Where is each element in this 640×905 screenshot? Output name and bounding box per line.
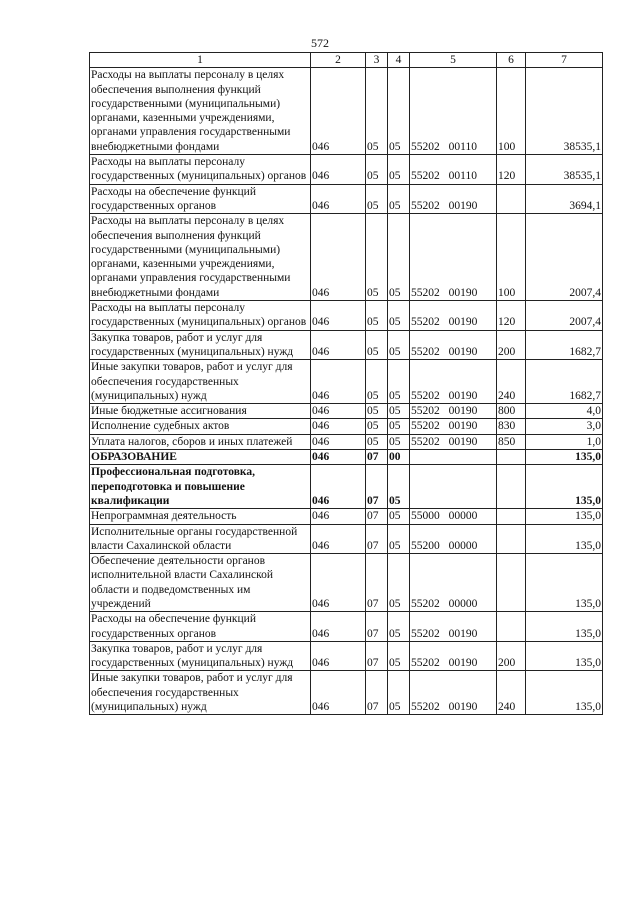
cell-subsection: 05 — [388, 612, 410, 642]
cell-subsection: 05 — [388, 419, 410, 434]
table-row — [90, 214, 603, 301]
cell-target-article: 55202 00190 — [410, 419, 497, 434]
cell-expense-type: 200 — [497, 330, 526, 360]
cell-expense-type — [497, 612, 526, 642]
table-row — [90, 404, 603, 419]
cell-name: ОБРАЗОВАНИЕ — [90, 450, 311, 465]
cell-ministry-code: 046 — [311, 301, 366, 331]
cell-ministry-code: 046 — [311, 465, 366, 509]
table-row — [90, 554, 603, 612]
cell-subsection: 05 — [388, 554, 410, 612]
cell-amount: 135,0 — [526, 524, 603, 554]
cell-expense-type: 200 — [497, 641, 526, 671]
cell-subsection: 05 — [388, 404, 410, 419]
cell-section: 07 — [366, 509, 388, 524]
table-row — [90, 301, 603, 331]
cell-expense-type — [497, 465, 526, 509]
table-row — [90, 524, 603, 554]
cell-amount: 38535,1 — [526, 155, 603, 185]
cell-section: 07 — [366, 671, 388, 715]
cell-name: Закупка товаров, работ и услуг для государственных (муниципальных) нужд — [90, 330, 311, 360]
table-row — [90, 360, 603, 404]
cell-target-article: 55200 00000 — [410, 524, 497, 554]
cell-target-article: 55202 00190 — [410, 612, 497, 642]
cell-subsection: 05 — [388, 184, 410, 214]
cell-amount: 38535,1 — [526, 68, 603, 155]
cell-name: Непрограммная деятельность — [90, 509, 311, 524]
cell-expense-type: 800 — [497, 404, 526, 419]
cell-amount: 3694,1 — [526, 184, 603, 214]
table-row — [90, 509, 603, 524]
cell-target-article: 55202 00190 — [410, 184, 497, 214]
cell-section: 05 — [366, 184, 388, 214]
cell-expense-type: 100 — [497, 214, 526, 301]
cell-target-article — [410, 450, 497, 465]
column-header-2: 2 — [311, 53, 366, 68]
cell-target-article: 55202 00190 — [410, 330, 497, 360]
cell-section: 05 — [366, 214, 388, 301]
cell-ministry-code: 046 — [311, 155, 366, 185]
table-row — [90, 465, 603, 509]
cell-name: Уплата налогов, сборов и иных платежей — [90, 434, 311, 449]
column-header-5: 5 — [410, 53, 497, 68]
cell-target-article: 55202 00190 — [410, 671, 497, 715]
cell-subsection: 05 — [388, 509, 410, 524]
cell-ministry-code: 046 — [311, 509, 366, 524]
cell-subsection: 05 — [388, 214, 410, 301]
cell-section: 05 — [366, 419, 388, 434]
cell-ministry-code: 046 — [311, 524, 366, 554]
cell-name: Исполнение судебных актов — [90, 419, 311, 434]
table-row — [90, 155, 603, 185]
cell-subsection: 05 — [388, 360, 410, 404]
cell-name: Иные закупки товаров, работ и услуг для обеспечения государственных (муниципальных) нужд — [90, 360, 311, 404]
table-row — [90, 671, 603, 715]
table-row — [90, 68, 603, 155]
cell-subsection: 05 — [388, 465, 410, 509]
column-header-6: 6 — [497, 53, 526, 68]
cell-expense-type — [497, 524, 526, 554]
table-row — [90, 434, 603, 449]
column-header-3: 3 — [366, 53, 388, 68]
cell-section: 05 — [366, 301, 388, 331]
cell-amount: 135,0 — [526, 641, 603, 671]
column-header-1: 1 — [90, 53, 311, 68]
cell-ministry-code: 046 — [311, 612, 366, 642]
cell-amount: 135,0 — [526, 465, 603, 509]
cell-amount: 135,0 — [526, 450, 603, 465]
cell-target-article: 55202 00190 — [410, 641, 497, 671]
cell-expense-type: 120 — [497, 301, 526, 331]
cell-section: 07 — [366, 524, 388, 554]
cell-amount: 135,0 — [526, 509, 603, 524]
cell-name: Расходы на обеспечение функций государственных органов — [90, 612, 311, 642]
cell-name: Расходы на выплаты персоналу государственных (муниципальных) органов — [90, 155, 311, 185]
cell-section: 05 — [366, 330, 388, 360]
cell-expense-type: 830 — [497, 419, 526, 434]
cell-amount: 1682,7 — [526, 330, 603, 360]
cell-name: Расходы на выплаты персоналу в целях обеспечения выполнения функций государственными (муниципальными) органами, казенными учреждениями, органами управления государственными внебюджетными фондами — [90, 68, 311, 155]
cell-section: 07 — [366, 554, 388, 612]
cell-subsection: 05 — [388, 434, 410, 449]
cell-name: Расходы на выплаты персоналу в целях обеспечения выполнения функций государственными (муниципальными) органами, казенными учреждениями, органами управления государственными внебюджетными фондами — [90, 214, 311, 301]
cell-target-article: 55202 00110 — [410, 155, 497, 185]
table-row — [90, 330, 603, 360]
cell-amount: 2007,4 — [526, 214, 603, 301]
cell-amount: 1682,7 — [526, 360, 603, 404]
cell-target-article: 55202 00190 — [410, 404, 497, 419]
cell-subsection: 05 — [388, 641, 410, 671]
cell-target-article: 55202 00190 — [410, 434, 497, 449]
cell-ministry-code: 046 — [311, 404, 366, 419]
cell-expense-type: 100 — [497, 68, 526, 155]
table-row — [90, 641, 603, 671]
cell-subsection: 05 — [388, 155, 410, 185]
cell-subsection: 05 — [388, 68, 410, 155]
cell-ministry-code: 046 — [311, 419, 366, 434]
cell-section: 05 — [366, 155, 388, 185]
cell-name: Расходы на выплаты персоналу государственных (муниципальных) органов — [90, 301, 311, 331]
cell-target-article: 55202 00190 — [410, 214, 497, 301]
cell-ministry-code: 046 — [311, 641, 366, 671]
cell-amount: 135,0 — [526, 612, 603, 642]
cell-expense-type: 120 — [497, 155, 526, 185]
cell-target-article: 55202 00190 — [410, 360, 497, 404]
cell-ministry-code: 046 — [311, 434, 366, 449]
cell-name: Исполнительные органы государственной власти Сахалинской области — [90, 524, 311, 554]
cell-section: 07 — [366, 450, 388, 465]
table-row — [90, 419, 603, 434]
cell-expense-type: 850 — [497, 434, 526, 449]
cell-ministry-code: 046 — [311, 450, 366, 465]
cell-amount: 135,0 — [526, 554, 603, 612]
cell-name: Иные бюджетные ассигнования — [90, 404, 311, 419]
budget-table — [89, 52, 603, 715]
cell-ministry-code: 046 — [311, 184, 366, 214]
cell-target-article: 55202 00110 — [410, 68, 497, 155]
cell-ministry-code: 046 — [311, 214, 366, 301]
column-header-7: 7 — [526, 53, 603, 68]
cell-name: Иные закупки товаров, работ и услуг для обеспечения государственных (муниципальных) нужд — [90, 671, 311, 715]
cell-target-article: 55202 00000 — [410, 554, 497, 612]
cell-name: Закупка товаров, работ и услуг для государственных (муниципальных) нужд — [90, 641, 311, 671]
cell-section: 05 — [366, 360, 388, 404]
cell-section: 07 — [366, 641, 388, 671]
cell-expense-type — [497, 509, 526, 524]
cell-subsection: 05 — [388, 330, 410, 360]
cell-name: Обеспечение деятельности органов исполнительной власти Сахалинской области и подведомственных им учреждений — [90, 554, 311, 612]
cell-name: Профессиональная подготовка, переподготовка и повышение квалификации — [90, 465, 311, 509]
cell-subsection: 05 — [388, 671, 410, 715]
cell-target-article: 55000 00000 — [410, 509, 497, 524]
cell-subsection: 00 — [388, 450, 410, 465]
cell-ministry-code: 046 — [311, 671, 366, 715]
cell-ministry-code: 046 — [311, 554, 366, 612]
cell-ministry-code: 046 — [311, 68, 366, 155]
cell-amount: 2007,4 — [526, 301, 603, 331]
table-row — [90, 184, 603, 214]
cell-expense-type: 240 — [497, 671, 526, 715]
cell-expense-type — [497, 184, 526, 214]
cell-section: 07 — [366, 612, 388, 642]
cell-ministry-code: 046 — [311, 360, 366, 404]
cell-amount: 135,0 — [526, 671, 603, 715]
table-header-row — [90, 53, 603, 68]
cell-target-article: 55202 00190 — [410, 301, 497, 331]
cell-expense-type — [497, 450, 526, 465]
cell-subsection: 05 — [388, 524, 410, 554]
cell-amount: 4,0 — [526, 404, 603, 419]
cell-ministry-code: 046 — [311, 330, 366, 360]
cell-section: 05 — [366, 68, 388, 155]
cell-expense-type: 240 — [497, 360, 526, 404]
table-row — [90, 450, 603, 465]
cell-expense-type — [497, 554, 526, 612]
cell-target-article — [410, 465, 497, 509]
column-header-4: 4 — [388, 53, 410, 68]
page-number: 572 — [311, 36, 329, 50]
cell-amount: 3,0 — [526, 419, 603, 434]
cell-amount: 1,0 — [526, 434, 603, 449]
cell-section: 05 — [366, 404, 388, 419]
cell-section: 07 — [366, 465, 388, 509]
cell-section: 05 — [366, 434, 388, 449]
table-body — [90, 68, 603, 715]
cell-name: Расходы на обеспечение функций государственных органов — [90, 184, 311, 214]
cell-subsection: 05 — [388, 301, 410, 331]
table-row — [90, 612, 603, 642]
